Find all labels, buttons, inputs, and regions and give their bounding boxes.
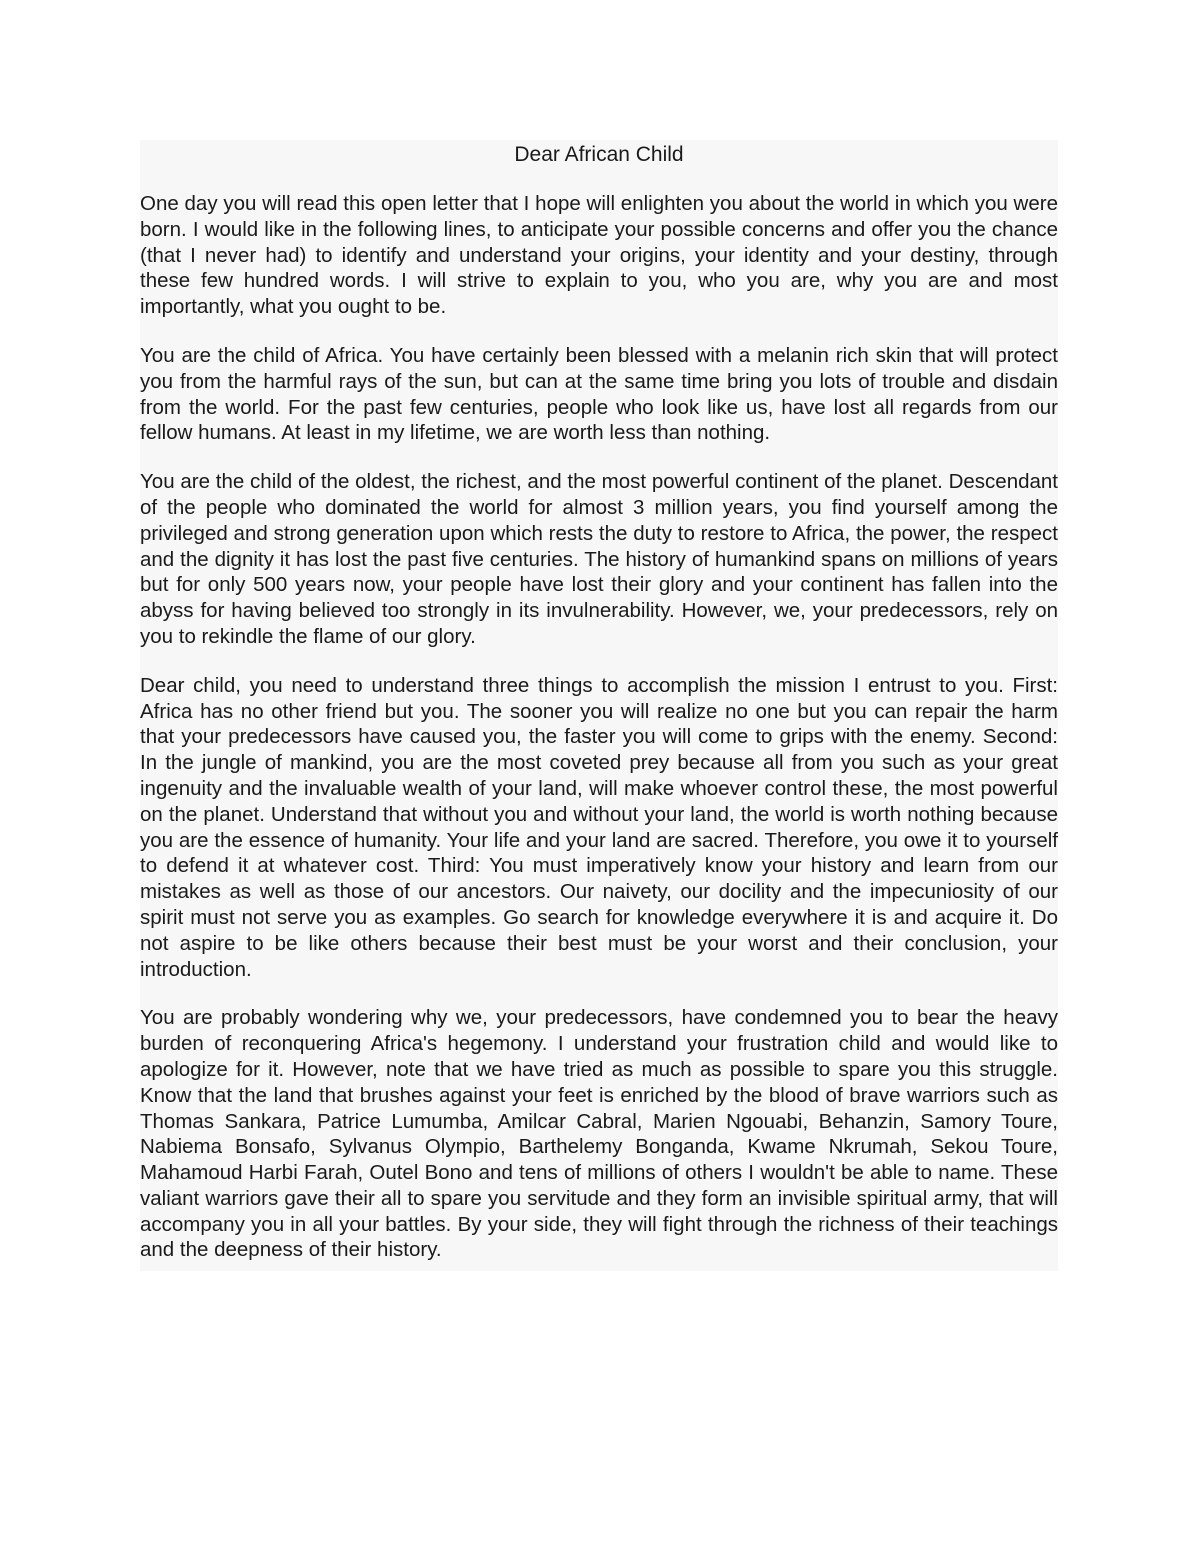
letter-title: Dear African Child bbox=[514, 143, 684, 166]
paragraph-4: Dear child, you need to understand three things to accomplish the mission I entrust to you. First: Africa has no other friend but you. The sooner you will realize no one but you can repair the harm that your predecessors have caused you, the faster you will come to grips with the enemy. Second: In the jungle of mankind, you are the most coveted prey because all from you such as your great ingenuity and the invaluable wealth of your land, will make whoever control these, the most powerful on the planet. Understand that without you and without your land, the world is worth nothing because you are the essence of humanity. Your life and your land are sacred. Therefore, you owe it to yourself to defend it at whatever cost. Third: You must imperatively know your history and learn from our mistakes as well as those of our ancestors. Our naivety, our docility and the impecuniosity of our spirit must not serve you as examples. Go search for knowledge everywhere it is and acquire it. Do not aspire to be like others because their best must be your worst and their conclusion, your introduction. bbox=[140, 673, 1058, 981]
paragraph-1: One day you will read this open letter that I hope will enlighten you about the world in which you were born. I would like in the following lines, to anticipate your possible concerns and offer you the chance (that I never had) to identify and understand your origins, your identity and your destiny, through these few hundred words. I will strive to explain to you, who you are, why you are and most importantly, what you ought to be. bbox=[140, 192, 1058, 319]
paragraph-3: You are the child of the oldest, the richest, and the most powerful continent of the planet. Descendant of the people who dominated the world for almost 3 million years, you find yourself among the privileged and strong generation upon which rests the duty to restore to Africa, the power, the respect and the dignity it has lost the past five centuries. The history of humankind spans on millions of years but for only 500 years now, your people have lost their glory and your continent has fallen into the abyss for having believed too strongly in its invulnerability. However, we, your predecessors, rely on you to rekindle the flame of our glory. bbox=[140, 470, 1058, 648]
paragraph-2: You are the child of Africa. You have certainly been blessed with a melanin rich skin that will protect you from the harmful rays of the sun, but can at the same time bring you lots of trouble and disdain from the world. For the past few centuries, people who look like us, have lost all regards from our fellow humans. At least in my lifetime, we are worth less than nothing. bbox=[140, 343, 1058, 445]
paragraph-5: You are probably wondering why we, your predecessors, have condemned you to bear the heavy burden of reconquering Africa's hegemony. I understand your frustration child and would like to apologize for it. However, note that we have tried as much as possible to spare you this struggle. Know that the land that brushes against your feet is enriched by the blood of brave warriors such as Thomas Sankara, Patrice Lumumba, Amilcar Cabral, Marien Ngouabi, Behanzin, Samory Toure, Nabiema Bonsafo, Sylvanus Olympio, Barthelemy Bonganda, Kwame Nkrumah, Sekou Toure, Mahamoud Harbi Farah, Outel Bono and tens of millions of others I wouldn't be able to name. These valiant warriors gave their all to spare you servitude and they form an invisible spiritual army, that will accompany you in all your battles. By your side, they will fight through the richness of their teachings and the deepness of their history. bbox=[140, 1006, 1058, 1262]
letter-body bbox=[140, 140, 1058, 1271]
